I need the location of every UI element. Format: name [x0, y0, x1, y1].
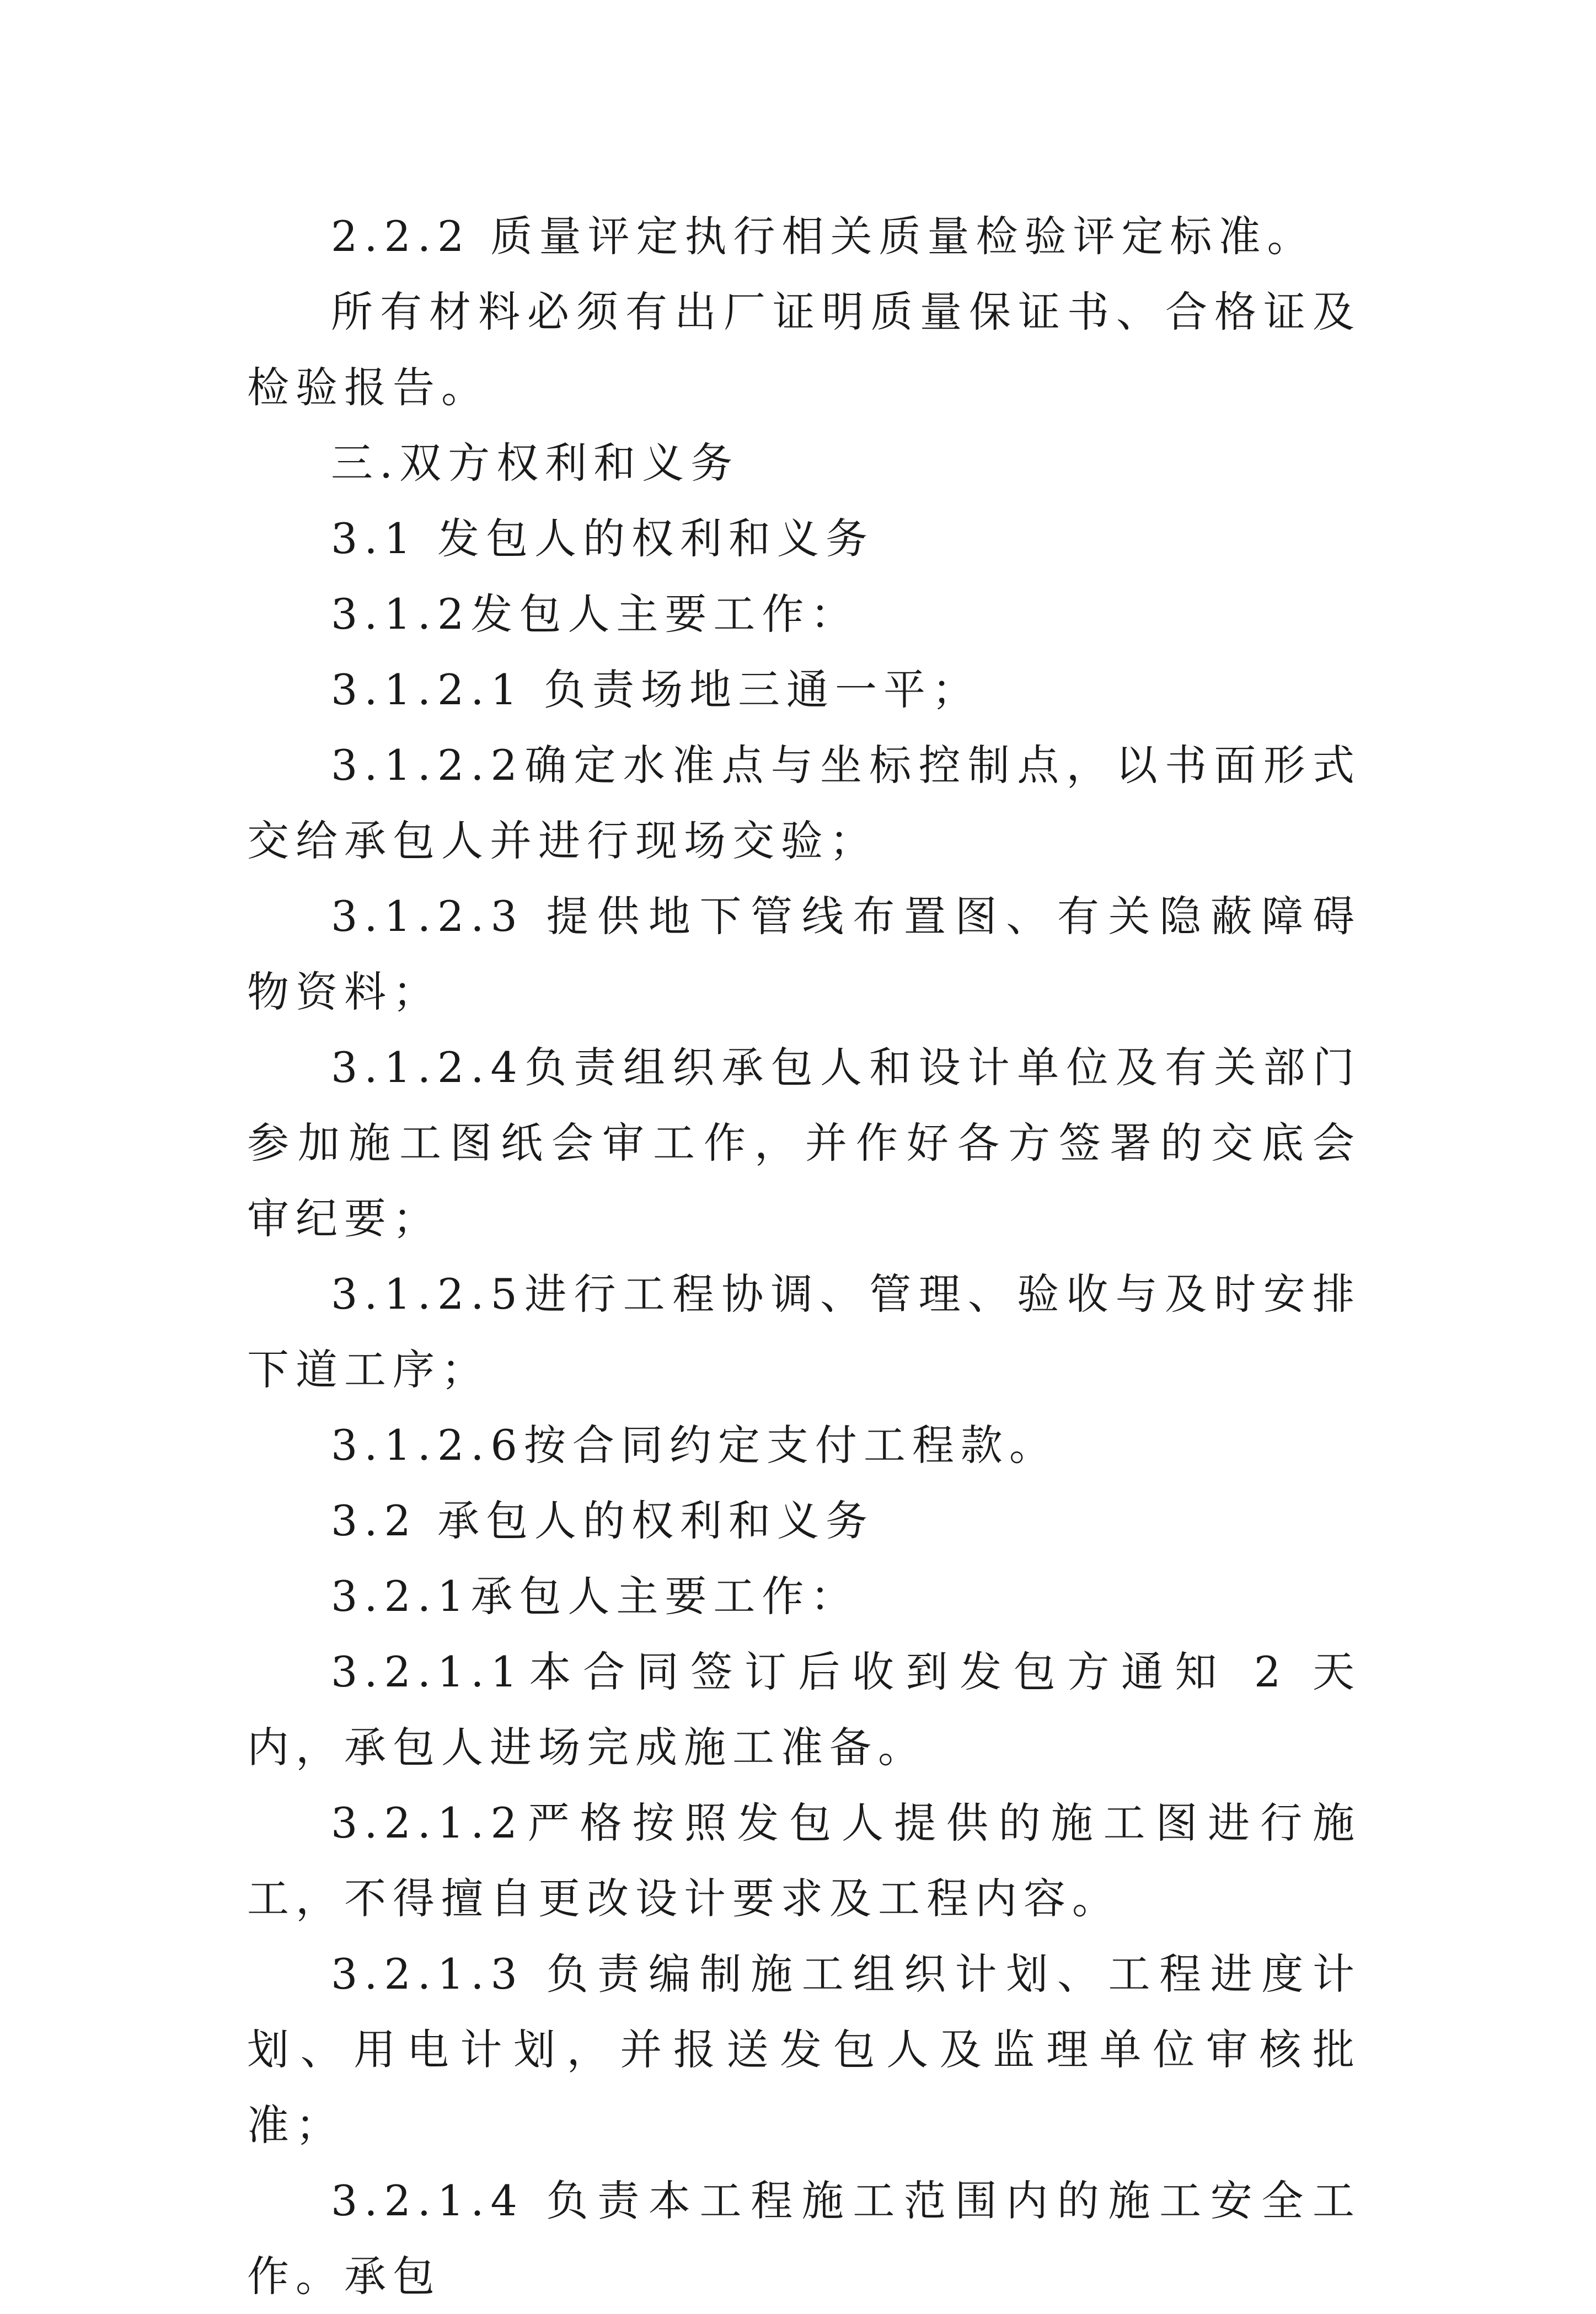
paragraph-quality-standard: 2.2.2 质量评定执行相关质量检验评定标准。 [331, 212, 1316, 261]
clause-3-2-1-3: 3.2.1.3 负责编制施工组织计划、工程进度计划、用电计划，并报送发包人及监理单位审核批准； [247, 1949, 1361, 2150]
clause-3-2-1-1: 3.2.1.1本合同签订后收到发包方通知 2 天内，承包人进场完成施工准备。 [247, 1647, 1361, 1772]
clause-3-1-2-6: 3.1.2.6按合同约定支付工程款。 [331, 1421, 1058, 1470]
paragraph-material-certificates: 所有材料必须有出厂证明质量保证书、合格证及检验报告。 [247, 287, 1361, 412]
clause-3-1-2-3: 3.1.2.3 提供地下管线布置图、有关隐蔽障碍物资料； [247, 892, 1361, 1016]
subsection-heading-employer: 3.1 发包人的权利和义务 [331, 514, 875, 563]
clause-3-2-1-2: 3.2.1.2严格按照发包人提供的施工图进行施工，不得擅自更改设计要求及工程内容。 [247, 1798, 1361, 1923]
subsection-heading-contractor: 3.2 承包人的权利和义务 [331, 1496, 875, 1545]
clause-3-1-2-5: 3.1.2.5进行工程协调、管理、验收与及时安排下道工序； [247, 1270, 1361, 1394]
clause-3-1-2-2: 3.1.2.2确定水准点与坐标控制点，以书面形式交给承包人并进行现场交验； [247, 741, 1361, 865]
clause-heading-contractor-work: 3.2.1承包人主要工作： [331, 1572, 859, 1621]
clause-3-1-2-1: 3.1.2.1 负责场地三通一平； [331, 665, 981, 714]
clause-heading-employer-work: 3.1.2发包人主要工作： [331, 590, 859, 639]
clause-3-1-2-4: 3.1.2.4负责组织承包人和设计单位及有关部门参加施工图纸会审工作，并作好各方签署的交底会审纪要； [247, 1043, 1361, 1243]
clause-3-2-1-4: 3.2.1.4 负责本工程施工范围内的施工安全工作。承包 [247, 2176, 1361, 2301]
document-body [247, 199, 1361, 2314]
section-heading-rights-obligations: 三.双方权利和义务 [331, 438, 740, 488]
